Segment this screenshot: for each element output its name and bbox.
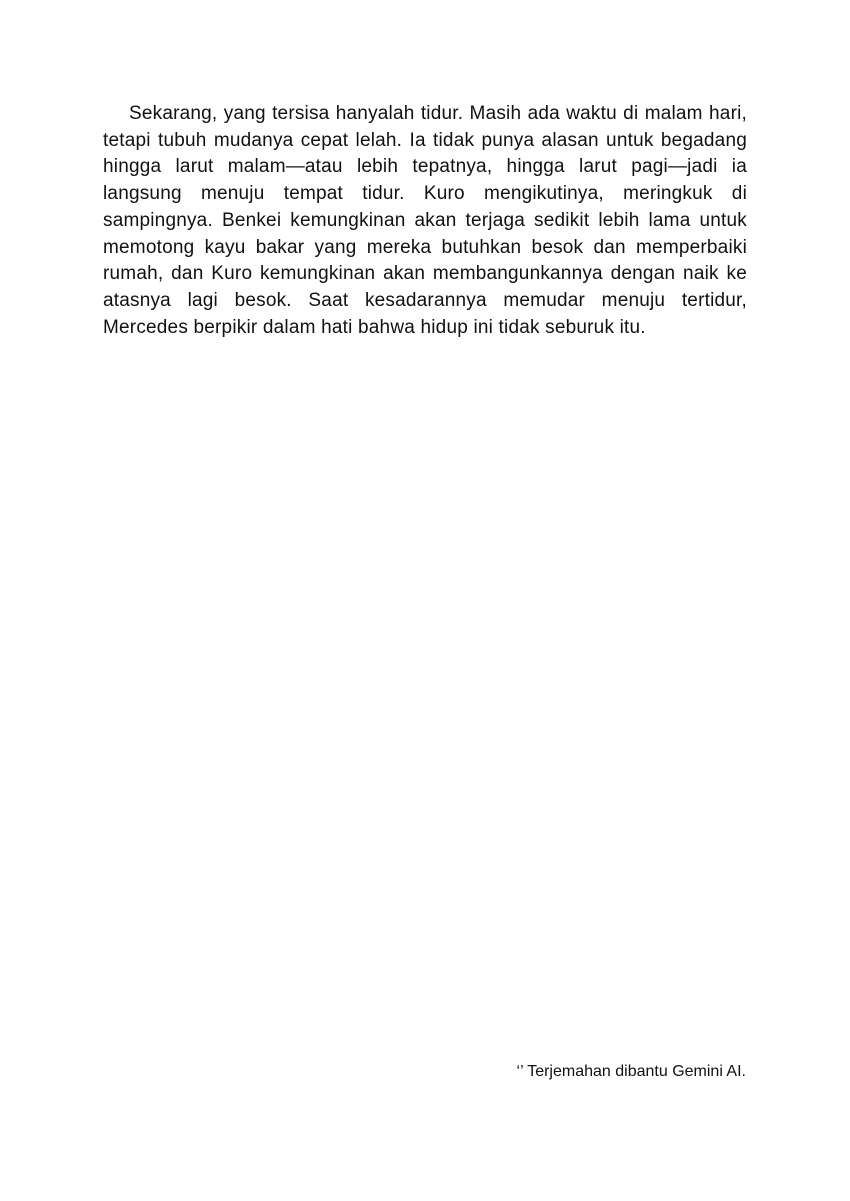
translation-footnote: ‘’ Terjemahan dibantu Gemini AI. bbox=[516, 1063, 746, 1080]
body-paragraph: Sekarang, yang tersisa hanyalah tidur. Masih ada waktu di malam hari, tetapi tubuh mudanya cepat lelah. Ia tidak punya alasan untuk begadang hingga larut malam—atau lebih tepatnya, hingga larut pagi—jadi ia langsung menuju tempat tidur. Kuro mengikutinya, meringkuk di sampingnya. Benkei kemungkinan akan terjaga sedikit lebih lama untuk memotong kayu bakar yang mereka butuhkan besok dan memperbaiki rumah, dan Kuro kemungkinan akan membangunkannya dengan naik ke atasnya lagi besok. Saat kesadarannya memudar menuju tertidur, Mercedes berpikir dalam hati bahwa hidup ini tidak seburuk itu. bbox=[103, 103, 747, 338]
